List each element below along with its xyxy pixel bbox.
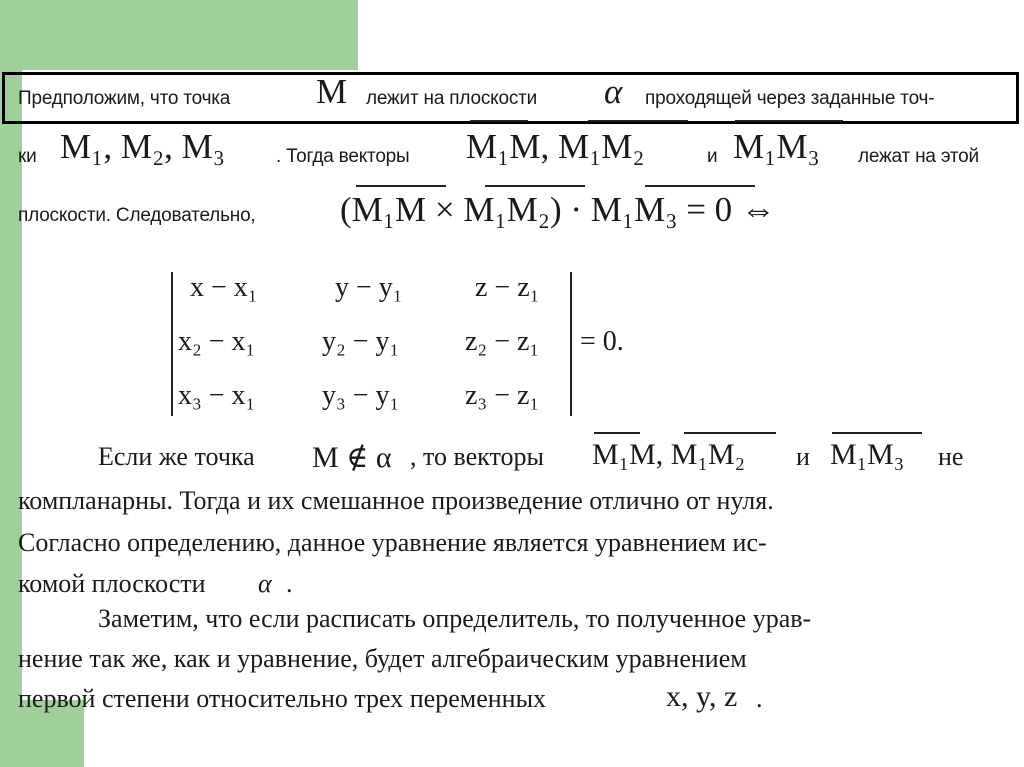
line2-vectors: M₁M, M₁M₂ (466, 127, 645, 166)
p2-line1: Заметим, что если расписать определитель, то полученное урав- (98, 604, 812, 633)
det-cell-2-3: z₂ − z₁ (465, 326, 540, 357)
p2-line3-end: . (756, 684, 763, 713)
line1-text-post: проходящей через заданные точ- (645, 88, 935, 109)
vector-bar-f2 (485, 185, 585, 187)
p1-text-a: Если же точка (98, 442, 255, 471)
p2-line3-text: первой степени относительно трех переменных (18, 684, 547, 713)
determinant-right-bar (570, 272, 572, 416)
det-cell-2-2: y₂ − y₁ (322, 326, 400, 357)
p1-vectors: M₁M, M₁M₂ (592, 438, 746, 471)
line2-and: и (707, 146, 718, 167)
mixed-product-formula: (M₁M × M₁M₂) · M₁M₃ = 0 ⇔ (340, 190, 776, 229)
det-equals-zero: = 0. (580, 326, 624, 357)
p1-line3: Согласно определению, данное уравнение является уравнением ис- (18, 528, 767, 557)
line2-text-pre: ки (18, 146, 37, 167)
det-cell-1-2: y − y₁ (335, 272, 403, 303)
p1-line2: компланарны. Тогда и их смешанное произведение отлично от нуля. (18, 486, 774, 515)
line1-point-M: M (316, 72, 348, 111)
p1-and: и (796, 442, 810, 471)
det-cell-3-2: y₃ − y₁ (322, 380, 400, 411)
det-cell-1-1: x − x₁ (190, 272, 258, 303)
line3-text-pre: плоскости. Следовательно, (18, 205, 256, 226)
line2-points: M₁, M₂, M₃ (60, 127, 225, 166)
vector-bar-f1 (356, 185, 446, 187)
vector-bar-m1m3 (735, 120, 843, 122)
green-decor-top (0, 0, 358, 70)
det-cell-3-3: z₃ − z₁ (465, 380, 540, 411)
line2-vector3: M₁M₃ (733, 127, 820, 166)
det-cell-1-3: z − z₁ (475, 272, 540, 303)
det-cell-2-1: x₂ − x₁ (178, 326, 256, 357)
det-cell-3-1: x₃ − x₁ (178, 380, 256, 411)
line1-text-mid: лежит на плоскости (366, 88, 538, 109)
line1-alpha: α (604, 72, 623, 111)
p1-vector3: M₁M₃ (830, 438, 905, 471)
p1-line4-alpha: α (258, 569, 272, 598)
line1-text-pre: Предположим, что точка (18, 88, 231, 109)
vector-bar-m1m (470, 120, 528, 122)
p1-text-end: не (938, 442, 964, 471)
p1-text-b: , то векторы (410, 442, 544, 471)
vector-bar-p1-3 (832, 432, 922, 434)
p2-variables: x, y, z (666, 680, 738, 713)
vector-bar-p1-1 (594, 432, 640, 434)
vector-bar-m1m2 (588, 120, 688, 122)
line2-text-mid: . Тогда векторы (276, 146, 410, 167)
p1-line4-text: комой плоскости (18, 569, 206, 598)
p1-line4-end: . (286, 569, 293, 598)
determinant-left-bar (171, 272, 173, 416)
vector-bar-p1-2 (684, 432, 776, 434)
p2-line2: нение так же, как и уравнение, будет алгебраическим уравнением (18, 644, 747, 673)
vector-bar-f3 (645, 185, 755, 187)
line2-text-post: лежат на этой (858, 146, 979, 167)
p1-formula: M ∉ α (312, 441, 392, 474)
